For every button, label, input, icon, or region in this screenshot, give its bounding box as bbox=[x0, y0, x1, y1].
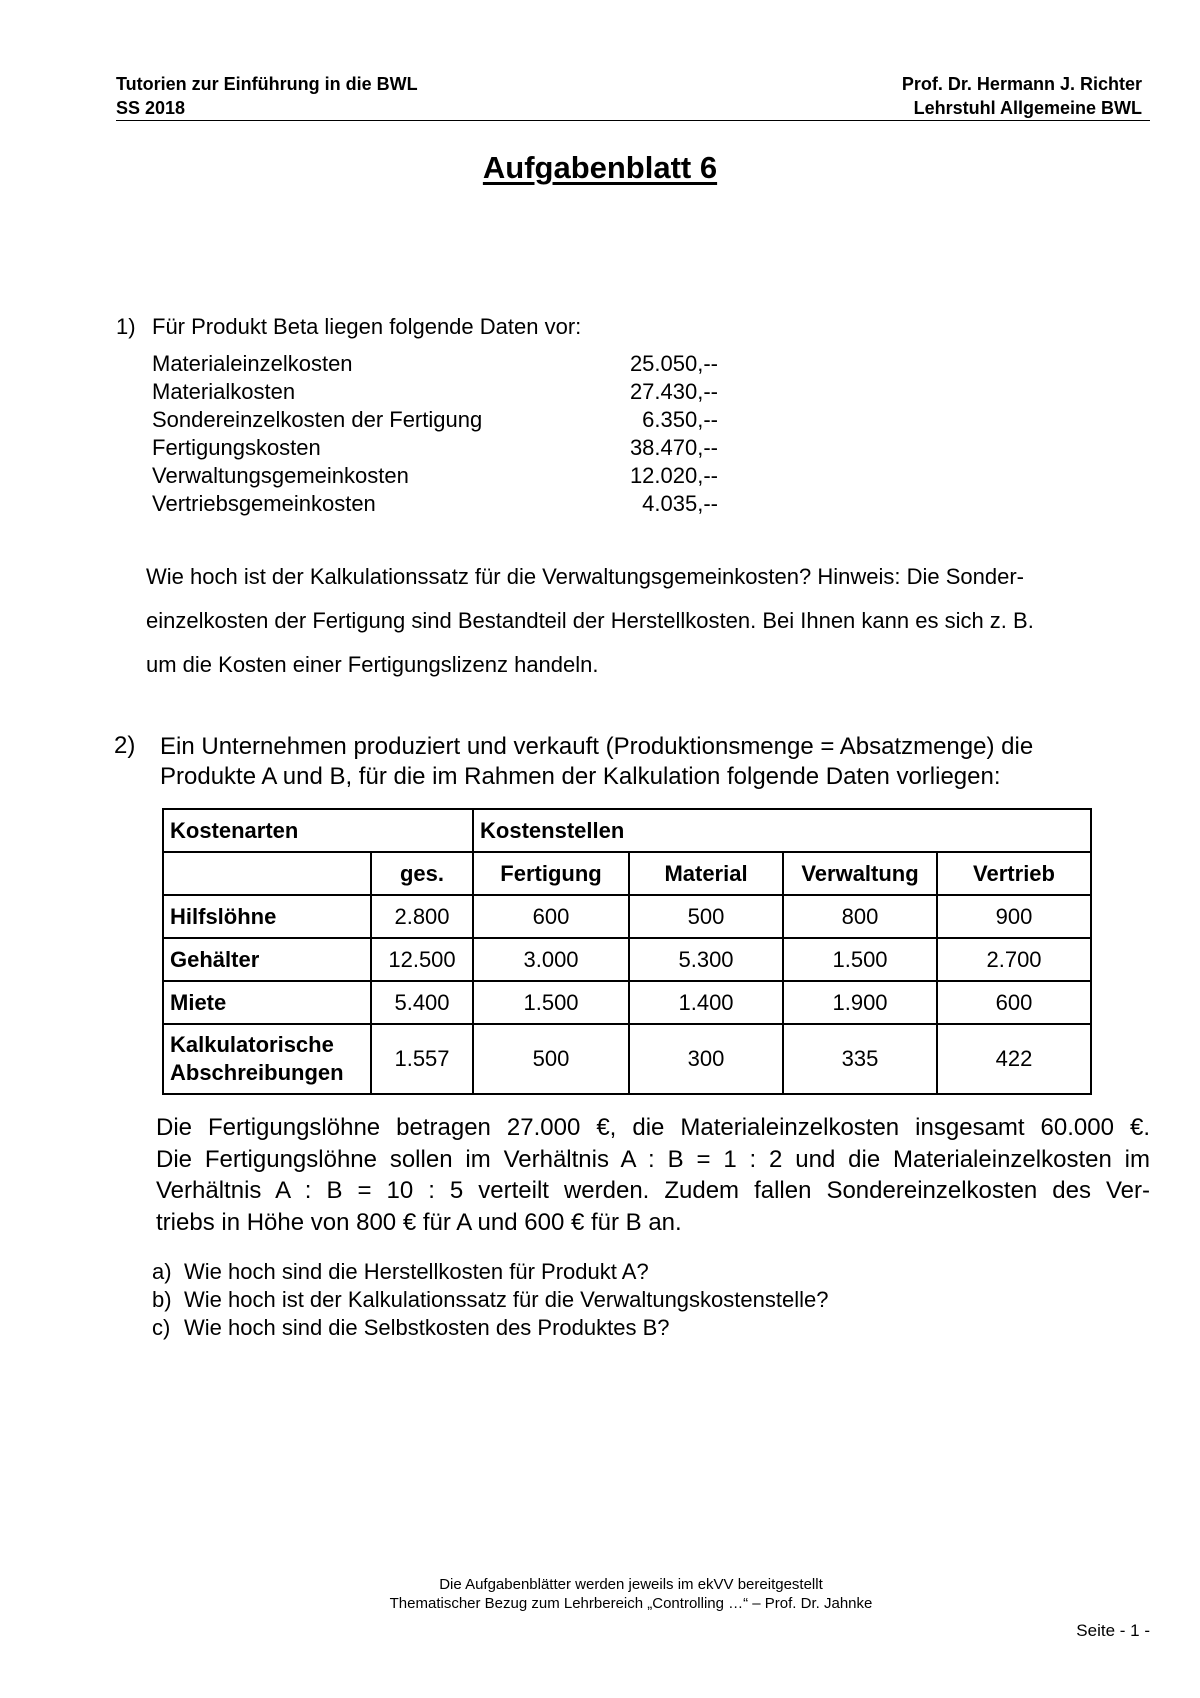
table-cell: 5.400 bbox=[371, 981, 473, 1024]
column-header: Verwaltung bbox=[783, 852, 937, 895]
table-row bbox=[163, 981, 1091, 1024]
table-cell: 422 bbox=[937, 1024, 1091, 1094]
header-right bbox=[902, 72, 1142, 120]
question-2-body-line: triebs in Höhe von 800 € für A und 600 € für B an. bbox=[156, 1208, 682, 1236]
subquestion-label: c) bbox=[152, 1315, 171, 1340]
table-cell: 1.500 bbox=[783, 938, 937, 981]
row-label-line: Abschreibungen bbox=[170, 1060, 344, 1085]
question-2-body bbox=[156, 1112, 1150, 1238]
cost-item bbox=[152, 406, 718, 434]
table-cell: 5.300 bbox=[629, 938, 783, 981]
table-cell: 12.500 bbox=[371, 938, 473, 981]
question-1-number: 1) bbox=[116, 314, 136, 339]
page-title: Aufgabenblatt 6 bbox=[482, 150, 718, 185]
question-1-line: um die Kosten einer Fertigungslizenz handeln. bbox=[146, 652, 599, 677]
cost-item bbox=[152, 350, 718, 378]
question-2-body-line: Die Fertigungslöhne betragen 27.000 €, die Materialeinzelkosten insgesamt 60.000 €. bbox=[156, 1114, 1150, 1141]
subquestion bbox=[152, 1286, 828, 1314]
table-row bbox=[163, 895, 1091, 938]
question-2-body-line: Verhältnis A : B = 10 : 5 verteilt werden. Zudem fallen Sondereinzelkosten des Ver- bbox=[156, 1177, 1150, 1204]
course-title: Tutorien zur Einführung in die BWL bbox=[116, 74, 418, 94]
cost-item bbox=[152, 378, 718, 406]
table-header-row bbox=[163, 809, 1091, 852]
semester: SS 2018 bbox=[116, 98, 186, 118]
cost-value: 27.430,-- bbox=[629, 379, 718, 404]
table-cell: 800 bbox=[783, 895, 937, 938]
table-cell: 3.000 bbox=[473, 938, 629, 981]
cost-label: Materialeinzelkosten bbox=[152, 351, 353, 376]
table-cell: 500 bbox=[473, 1024, 629, 1094]
table-empty-cell bbox=[163, 852, 371, 895]
column-header: Fertigung bbox=[473, 852, 629, 895]
cost-value: 4.035,-- bbox=[642, 491, 718, 516]
question-1-intro: Für Produkt Beta liegen folgende Daten vor: bbox=[152, 314, 582, 339]
header-divider bbox=[116, 120, 1150, 121]
cost-label: Fertigungskosten bbox=[152, 435, 321, 460]
question-2-intro-line: Produkte A und B, für die im Rahmen der Kalkulation folgende Daten vorliegen: bbox=[160, 763, 1001, 790]
page-number: Seite - 1 - bbox=[1076, 1621, 1150, 1640]
column-header: Vertrieb bbox=[937, 852, 1091, 895]
subquestion-label: a) bbox=[152, 1259, 172, 1284]
subquestion bbox=[152, 1314, 828, 1342]
table-cell: 500 bbox=[629, 895, 783, 938]
header-left bbox=[116, 72, 418, 120]
table-row bbox=[163, 1024, 1091, 1094]
table-cell: 300 bbox=[629, 1024, 783, 1094]
subquestion-text: Wie hoch sind die Herstellkosten für Produkt A? bbox=[184, 1259, 649, 1284]
chair-name: Lehrstuhl Allgemeine BWL bbox=[913, 98, 1142, 118]
question-2-number: 2) bbox=[114, 732, 136, 759]
professor-name: Prof. Dr. Hermann J. Richter bbox=[901, 74, 1142, 94]
cost-label: Verwaltungsgemeinkosten bbox=[152, 463, 409, 488]
question-1-text bbox=[146, 555, 1136, 687]
kostenstellen-header: Kostenstellen bbox=[473, 809, 1091, 852]
row-label: Gehälter bbox=[163, 938, 371, 981]
subquestion-label: b) bbox=[152, 1287, 172, 1312]
table-cell: 600 bbox=[473, 895, 629, 938]
cost-label: Sondereinzelkosten der Fertigung bbox=[152, 407, 483, 432]
table-cell: 1.900 bbox=[783, 981, 937, 1024]
table-cell: 1.400 bbox=[629, 981, 783, 1024]
table-cell: 2.800 bbox=[371, 895, 473, 938]
row-label: Miete bbox=[163, 981, 371, 1024]
cost-item bbox=[152, 490, 718, 518]
table-row bbox=[163, 938, 1091, 981]
column-header: ges. bbox=[371, 852, 473, 895]
footer bbox=[0, 1575, 1200, 1613]
table-cell: 600 bbox=[937, 981, 1091, 1024]
cost-label: Materialkosten bbox=[152, 379, 296, 404]
footer-line: Die Aufgabenblätter werden jeweils im ekVV bereitgestellt bbox=[439, 1576, 823, 1593]
question-2-intro bbox=[160, 732, 1120, 792]
footer-line: Thematischer Bezug zum Lehrbereich „Controlling …“ – Prof. Dr. Jahnke bbox=[389, 1595, 873, 1612]
cost-label: Vertriebsgemeinkosten bbox=[152, 491, 376, 516]
cost-value: 12.020,-- bbox=[629, 463, 718, 488]
table-cell: 1.557 bbox=[371, 1024, 473, 1094]
column-header: Material bbox=[629, 852, 783, 895]
kostenarten-header: Kostenarten bbox=[163, 809, 473, 852]
question-1-line: Wie hoch ist der Kalkulationssatz für die Verwaltungsgemeinkosten? Hinweis: Die Sonder- bbox=[146, 564, 1024, 589]
subquestion-text: Wie hoch ist der Kalkulationssatz für die Verwaltungskostenstelle? bbox=[184, 1287, 829, 1312]
cost-item bbox=[152, 462, 718, 490]
cost-item bbox=[152, 434, 718, 462]
table-cell: 2.700 bbox=[937, 938, 1091, 981]
question-1-line: einzelkosten der Fertigung sind Bestandteil der Herstellkosten. Bei Ihnen kann es sich z. B. bbox=[146, 608, 1034, 633]
table-cell: 335 bbox=[783, 1024, 937, 1094]
table-cell: 900 bbox=[937, 895, 1091, 938]
cost-list bbox=[152, 350, 718, 518]
subquestion-text: Wie hoch sind die Selbstkosten des Produktes B? bbox=[184, 1315, 670, 1340]
row-label-line: Kalkulatorische bbox=[170, 1032, 334, 1057]
subquestion-list bbox=[152, 1258, 828, 1342]
table-column-row bbox=[163, 852, 1091, 895]
row-label: Hilfslöhne bbox=[163, 895, 371, 938]
subquestion bbox=[152, 1258, 828, 1286]
table-cell: 1.500 bbox=[473, 981, 629, 1024]
question-2-intro-line: Ein Unternehmen produziert und verkauft (Produktionsmenge = Absatzmenge) die bbox=[160, 733, 1034, 760]
cost-table bbox=[162, 808, 1092, 1095]
cost-value: 25.050,-- bbox=[629, 351, 718, 376]
cost-value: 38.470,-- bbox=[629, 435, 718, 460]
row-label bbox=[163, 1024, 371, 1094]
question-2-body-line: Die Fertigungslöhne sollen im Verhältnis A : B = 1 : 2 und die Materialeinzelkosten im bbox=[156, 1145, 1150, 1173]
cost-value: 6.350,-- bbox=[642, 407, 718, 432]
